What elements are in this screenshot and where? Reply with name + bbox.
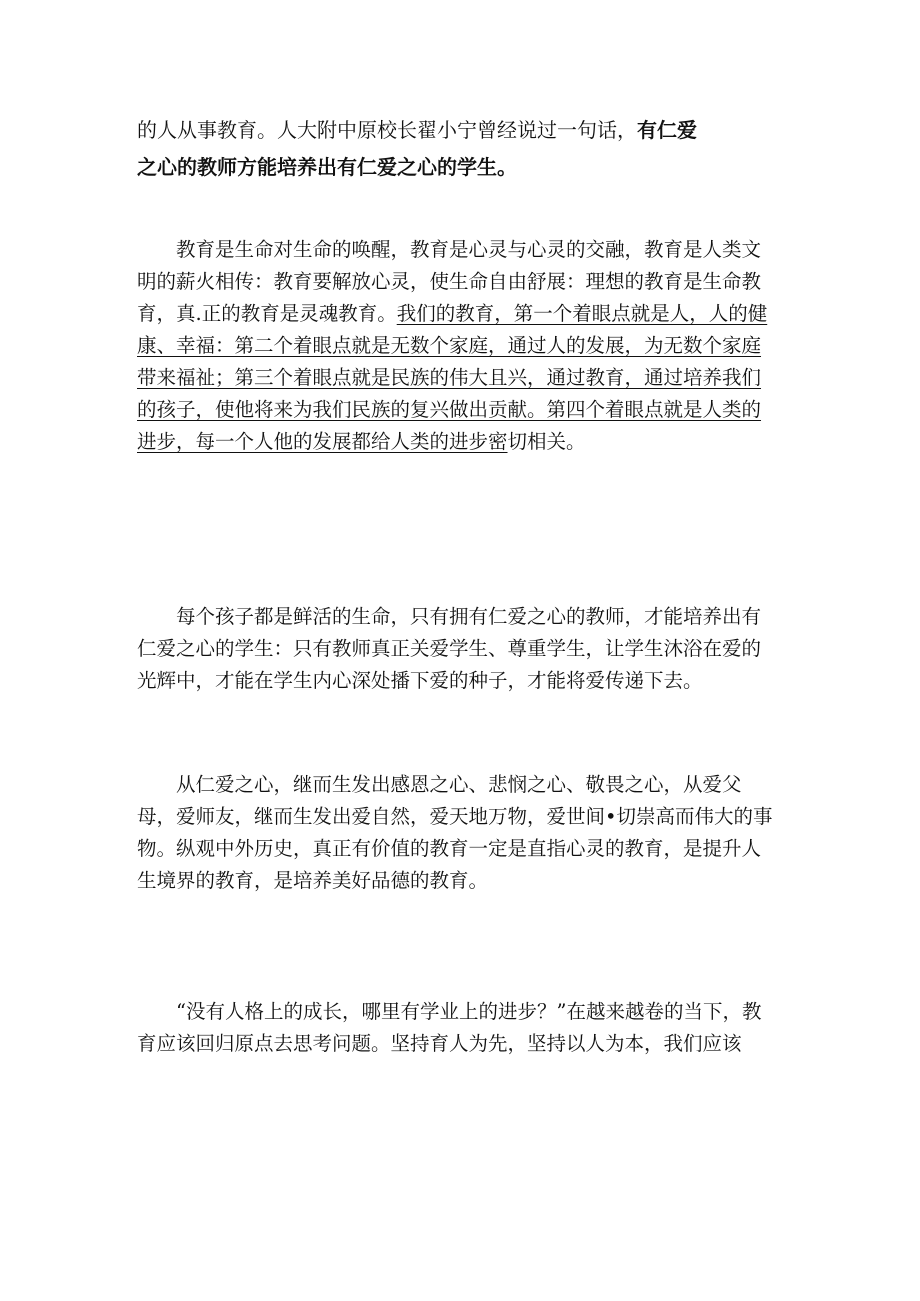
paragraph-text: 教育是生命对生命的唤醒，教育是心灵与心灵的交融，教育是人类文明的薪火相传：教育要解放心灵，使生命自由舒展：理想的教育是生命教育，真.正的教育是灵魂教育。: [137, 238, 762, 325]
intro-bold-quote-continued: 之心的教师方能培养出有仁爱之心的学生。: [137, 155, 517, 179]
paragraph-education-awakening: [137, 234, 777, 458]
paragraph-text-end: 切相关。: [507, 430, 586, 453]
intro-paragraph: [137, 112, 777, 186]
paragraph-living-life: 每个孩子都是鲜活的生命，只有拥有仁爱之心的教师，才能培养出有仁爱之心的学生：只有教师真正关爱学生、尊重学生，让学生沐浴在爱的光辉中，才能在学生内心深处播下爱的种子，才能将爱传递下去。: [137, 605, 762, 692]
intro-text: 的人从事教育。人大附中原校长翟小宁曾经说过一句话，: [137, 118, 637, 142]
underlined-text: 我们的教育，第一个着眼点就是人，人的健康、幸福：第二个着眼点就是无数个家庭，通过人的发展，为无数个家庭带来福祉；第三个着眼点就是民族的伟大且兴，通过教育，通过培养我们的孩子，使他将来为我们民族的复兴做出贡献。第四个着眼点就是人类的进步，每一个人他的发展都给人类的进步密: [137, 302, 768, 453]
paragraph-benevolent-heart: 从仁爱之心，继而生发出感恩之心、悲悯之心、敬畏之心，从爱父母，爱师友，继而生发出爱自然，爱天地万物，爱世间•切崇高而伟大的事物。纵观中外历史，真正有价值的教育一定是直指心灵的教育，是提升人生境界的教育，是培养美好品德的教育。: [137, 773, 773, 892]
intro-bold-quote: 有仁爱: [637, 118, 697, 142]
paragraph-personal-growth: “没有人格上的成长，哪里有学业上的进步？”在越来越卷的当下，教育应该回归原点去思考问题。坚持育人为先，坚持以人为本，我们应该: [137, 1000, 762, 1055]
